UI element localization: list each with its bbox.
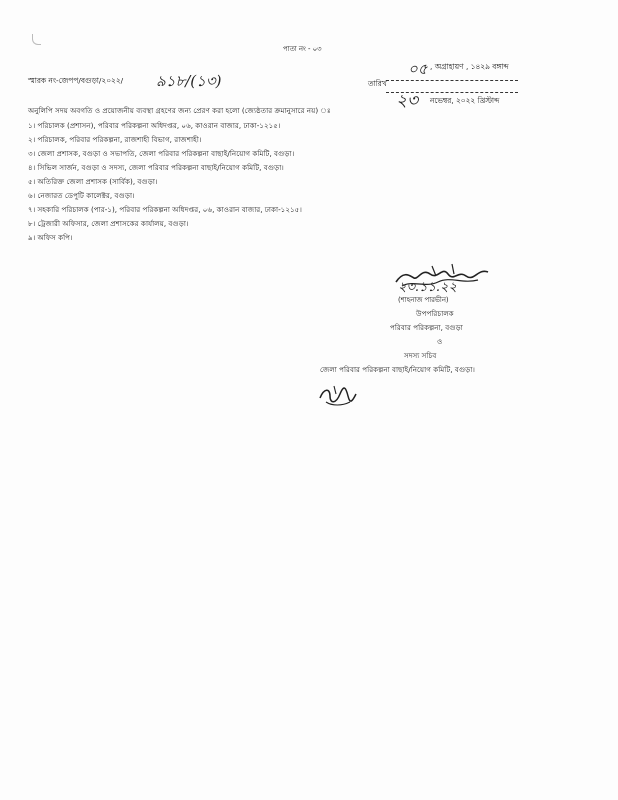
list-item: ৪। সিভিল সার্জন, বগুড়া ও সদস্য, জেলা পরিবার পরিকল্পনা বাছাই/নিয়োগ কমিটি, বগুড়া। xyxy=(28,163,284,172)
signatory-conjunction: ও xyxy=(437,337,443,346)
date-english: নভেম্বর, ২০২২ খ্রিস্টাব্দ xyxy=(430,96,500,105)
list-item: ৮। ট্রেজারী অফিসার, জেলা প্রশাসকের কার্যালয়, বগুড়া। xyxy=(28,219,189,228)
signatory-name: (শাহনাজ পারভীন) xyxy=(398,296,449,304)
list-item: ৬। নেজারত ডেপুটি কালেক্টর, বগুড়া। xyxy=(28,191,135,200)
list-item: ৭। সহকারি পরিচালক (পার-১), পরিবার পরিকল্পনা অধিদপ্তর, ০৬, কাওরান বাজার, ঢাকা-১২১৫। xyxy=(28,205,302,214)
date-bangla: , অগ্রাহায়ণ , ১৪২৯ বঙ্গাব্দ xyxy=(430,62,509,71)
memo-number-handwritten: ৯১৮/(১৩) xyxy=(156,72,222,90)
list-item: ৫। অতিরিক্ত জেলা প্রশাসক (সার্বিক), বগুড়া। xyxy=(28,177,158,186)
list-item: ৩। জেলা প্রশাসক, বগুড়া ও সভাপতি, জেলা পরিবার পরিকল্পনা বাছাই/নিয়োগ কমিটি, বগুড়া। xyxy=(28,149,295,158)
copy-intro: অনুলিপি সদয় অবগতি ও প্রয়োজনীয় ব্যবস্থা গ্রহণের জন্য প্রেরণ করা হলো (জ্যেষ্ঠতার ক্রমানুসারে নয়) ঃ xyxy=(28,106,331,115)
signatory-title: উপপরিচালক xyxy=(416,309,454,318)
signatory-committee: জেলা পরিবার পরিকল্পনা বাছাই/নিয়োগ কমিটি, বগুড়া। xyxy=(320,365,475,374)
list-item: ৯। অফিস কপি। xyxy=(28,233,73,242)
date-divider-top xyxy=(386,80,518,81)
list-item: ১। পরিচালক (প্রশাসন), পরিবার পরিকল্পনা অধিদপ্তর, ০৬, কাওরান বাজার, ঢাকা-১২১৫। xyxy=(28,121,281,130)
signatory-office: পরিবার পরিকল্পনা, বগুড়া xyxy=(390,323,463,332)
page-number: পাতা নং - ০৩ xyxy=(283,45,322,53)
list-item: ২। পরিচালক, পরিবার পরিকল্পনা, রাজশাহী বিভাগ, রাজশাহী। xyxy=(28,135,202,144)
signatory-role: সদস্য সচিব xyxy=(404,351,437,360)
scan-artifact xyxy=(32,34,41,45)
memo-number-label: স্মারক নং-জেপপ/বগুড়া/২০২২/ xyxy=(28,76,124,85)
date-english-handwritten: ২৩ xyxy=(396,91,419,111)
initial-scribble xyxy=(316,384,358,410)
signature-date-handwritten: ২৩.১১.২২ xyxy=(398,280,457,295)
date-bangla-handwritten: ০৫ xyxy=(408,60,428,78)
date-label: তারিখ xyxy=(368,79,387,88)
